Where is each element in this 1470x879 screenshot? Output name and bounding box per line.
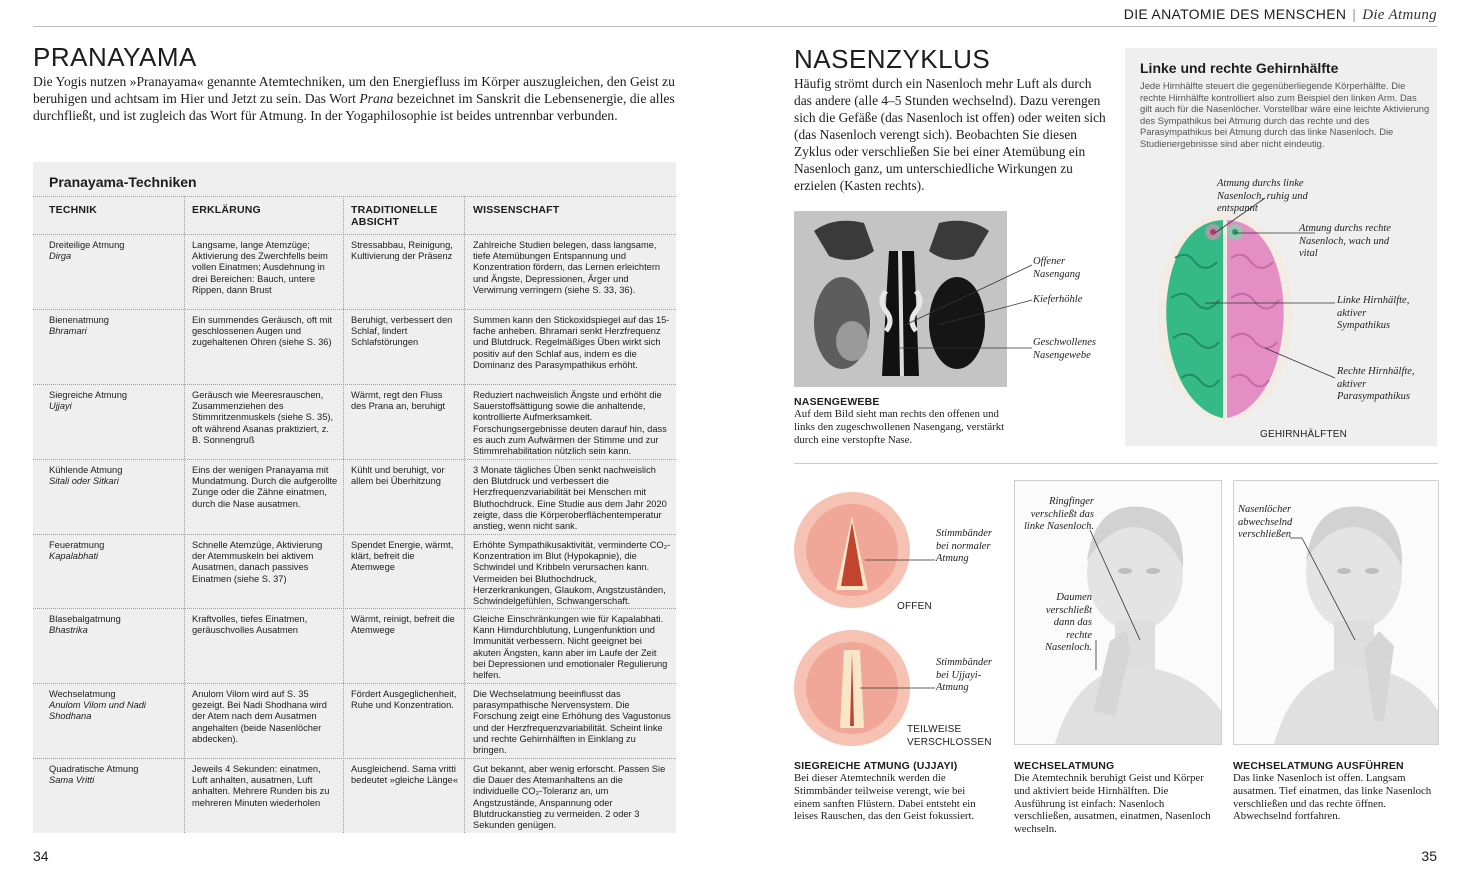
technique-explanation: Anulom Vilom wird auf S. 35 gezeigt. Bei Nadi Shodhana wird der Atem nach dem Ausatmen angehalten (beide Nasenlöcher abdecken). (192, 689, 327, 744)
technique-explanation: Geräusch wie Meeresrauschen, Zusammenziehen des Stimmritzenmuskels (siehe S. 35), oft während Asanas praktiziert, z. B. Sonnengruß (192, 390, 334, 445)
label-vocal-ujjayi: Stimmbänder bei Ujjayi-Atmung (936, 657, 992, 693)
row-divider (33, 683, 676, 684)
col-divider (343, 196, 344, 833)
section-divider (794, 463, 1438, 464)
technique-name: Dreiteilige Atmung (49, 240, 125, 250)
col-header-erklaerung: ERKLÄRUNG (192, 204, 261, 216)
technique-intent: Stressabbau, Reinigung, Kultivierung der Präsenz (351, 240, 453, 262)
glottis-leader-lines (860, 530, 940, 700)
label-thumb: Daumen verschließt dann das rechte Nasenloch. (1045, 592, 1092, 653)
ct-caption: Auf dem Bild sieht man rechts den offenen und links den zugeschwollenen Nasengang, verstärkt durch eine verstopfte Nase. (794, 408, 1005, 446)
state-partial-1: TEILWEISE (907, 724, 962, 735)
running-header (1124, 6, 1437, 24)
technique-intent: Ausgleichend. Sama vritti bedeutet »gleiche Länge« (351, 764, 459, 786)
label-left-nostril: Atmung durchs linke Nasenloch, ruhig und entspannt (1217, 178, 1308, 214)
col-header-wissenschaft: WISSENSCHAFT (473, 204, 560, 216)
label-right-nostril: Atmung durchs rechte Nasenloch, wach und vital (1299, 223, 1391, 259)
technique-sanskrit: Dirga (49, 251, 72, 262)
technique-intent: Kühlt und beruhigt, vor allem bei Überhitzung (351, 465, 445, 487)
row-divider (33, 534, 676, 535)
technique-name: Feueratmung (49, 540, 105, 550)
page-title-pranayama: PRANAYAMA (33, 42, 197, 72)
row-divider (33, 384, 676, 385)
technique-intent: Wärmt, regt den Fluss des Prana an, beruhigt (351, 390, 446, 412)
technique-intent: Beruhigt, verbessert den Schlaf, lindert Schlafstörungen (351, 315, 453, 348)
col-divider (464, 196, 465, 833)
technique-explanation: Jeweils 4 Sekunden: einatmen, Luft anhalten, ausatmen, Luft anhalten. Mehrere Runden bis zu mehreren Minuten wiederholen (192, 764, 330, 808)
col-header-technik: TECHNIK (49, 204, 98, 216)
technique-sanskrit: Kapalabhati (49, 551, 99, 562)
nasenzyklus-intro: Häufig strömt durch ein Nasenloch mehr Luft als durch das andere (alle 4–5 Stunden wechselnd). Dazu verengen sich die Gefäße (das Nasenloch ist offen) oder weiten sich (das Nasenloch verengt sich). Beobachten Sie diesen Zyklus oder verschließen Sie bei einer Atemübung ein Nasenloch ganz, um unterschiedliche Wirkungen zu erzielen (Kasten rechts). (794, 76, 1106, 193)
table-rule (33, 196, 676, 197)
technique-intent: Wärmt, reinigt, befreit die Atemwege (351, 614, 455, 636)
technique-science: Reduziert nachweislich Ängste und erhöht die Sauerstoffsättigung sowie die anhaltende, kontrollierte Aufmerksamkeit. Forschungsergebnisse deuten darauf hin, dass es auch zum Aufwärmen der Stimme und zur Stimmrehabilitation nützlich sein kann. (473, 390, 667, 457)
box-title: Linke und rechte Gehirnhälfte (1140, 60, 1339, 76)
header-separator: | (1352, 6, 1357, 22)
label-kieferhoehle: Kieferhöhle (1033, 294, 1083, 305)
technique-name: Quadratische Atmung (49, 764, 139, 774)
page-number-left: 34 (33, 848, 49, 864)
technique-sanskrit: Anulom Vilom und Nadi Shodhana (49, 700, 146, 722)
technique-science: Zahlreiche Studien belegen, dass langsame, tiefe Atemübungen Entspannung und Konzentration fördern, das Lernen erleichtern und Ängste, Depressionen, Ärger und Verwirrung verringern (siehe S. 33, 36). (473, 240, 661, 295)
technique-explanation: Langsame, lange Atemzüge; Aktivierung des Zwerchfells beim vollen Einatmen; Ausdehnung in drei Bereichen: Bauch, untere Rippen, dann Brust (192, 240, 328, 295)
box-text: Jede Hirnhälfte steuert die gegenüberliegende Körperhälfte. Die rechte Hirnhälfte kontrolliert also zum Beispiel den linken Arm. Das gilt auch für die Nasenlöcher. Vorstellbar wäre eine leichte Aktivierung des Sympathikus bei Atmung durch das rechte und des Parasympathikus bei Atmung durch das linke Nasenloch. Die Studienergebnisse sind aber nicht eindeutig. (1140, 80, 1430, 149)
ujjayi-caption-title: SIEGREICHE ATMUNG (UJJAYI) (794, 760, 958, 772)
page-number-right: 35 (1421, 848, 1437, 864)
technique-name: Siegreiche Atmung (49, 390, 128, 400)
technique-sanskrit: Sama Vritti (49, 775, 95, 786)
label-alternate-nostrils: Nasenlöcher abwechselnd verschließen (1238, 504, 1293, 540)
technique-explanation: Kraftvolles, tiefes Einatmen, geräuschvolles Ausatmen (192, 614, 308, 636)
technique-intent: Fördert Ausgeglichenheit, Ruhe und Konzentration. (351, 689, 457, 711)
ujjayi-caption: Bei dieser Atemtechnik werden die Stimmbänder teilweise verengt, wie bei einem sanften Flüstern. Dabei entsteht ein leises Rauschen, das den Geist fokussiert. (794, 772, 976, 823)
table-title: Pranayama-Techniken (49, 174, 197, 190)
technique-sanskrit: Ujjayi (49, 401, 72, 412)
intro-text-2: bezeichnet im Sanskrit die Lebensenergie, die alles durchfließt, und ist zugleich das Wort für Atmung. In der Yogaphilosophie ist beides untrennbar verbunden. (33, 91, 675, 123)
row-divider (33, 608, 676, 609)
chapter-title: DIE ANATOMIE DES MENSCHEN (1123, 6, 1347, 22)
technique-explanation: Schnelle Atemzüge, Aktivierung der Atemmuskeln bei aktivem Ausatmen, danach passives Einatmen (siehe S. 37) (192, 540, 323, 584)
technique-explanation: Ein summendes Geräusch, oft mit geschlossenen Augen und zugehaltenen Ohren (siehe S. 36) (192, 315, 333, 348)
label-geschwollenes-gewebe: Geschwollenes Nasengewebe (1033, 337, 1096, 361)
technique-science: Summen kann den Stickoxidspiegel auf das 15-fache anheben. Bhramari senkt Herzfrequenz und Blutdruck. Regelmäßiges Üben wirkt sich positiv auf den Schlaf aus, indem es die Dominanz des Parasympathikus erhöht. (473, 315, 670, 370)
col-divider (184, 196, 185, 833)
pranayama-intro (33, 73, 678, 124)
intro-text-1: Die Yogis nutzen »Pranayama« genannte Atemtechniken, um den Energiefluss im Körper auszugleichen, den Geist zu beruhigen und achtsam im Hier und Jetzt zu sein. Das Wort (33, 74, 675, 106)
technique-science: Erhöhte Sympathikusaktivität, verminderte CO₂-Konzentration im Blut (Hypokapnie), die Schwindel und Kribbeln verursachen kann. Vermeiden bei Bluthochdruck, Herzerkrankungen, Glaukom, Angstzuständen, Schwindelgefühlen, Schwangerschaft. (473, 540, 671, 607)
perform-leader-lines (1290, 530, 1370, 650)
technique-science: 3 Monate tägliches Üben senkt nachweislich den Blutdruck und verbessert die Herzfrequenzvariabilität bei Menschen mit Bluthochdruck. Eine Studie aus dem Jahr 2020 zeigte, dass die Körperoberflächentemperatur anstieg, wenn nicht sank. (473, 465, 667, 532)
label-right-brain: Rechte Hirnhälfte, aktiver Parasympathikus (1337, 366, 1415, 402)
alternate-caption-title: WECHSELATMUNG (1014, 760, 1115, 772)
technique-name: Blasebalgatmung (49, 614, 121, 624)
brain-caption: GEHIRNHÄLFTEN (1260, 429, 1348, 440)
alternate-caption: Die Atemtechnik beruhigt Geist und Körper und aktiviert beide Hirnhälften. Die Ausführung ist einfach: Nasenloch verschließen, ausatmen, einatmen, Nasenloch wechseln. (1014, 772, 1211, 836)
technique-name: Bienenatmung (49, 315, 109, 325)
label-vocal-normal: Stimmbänder bei normaler Atmung (936, 528, 992, 564)
ct-leader-lines (900, 240, 1035, 360)
row-divider (33, 234, 676, 235)
label-offener-nasengang: Offener Nasengang (1033, 256, 1081, 280)
label-ring-finger: Ringfinger verschließt das linke Nasenloch. (1024, 496, 1094, 532)
technique-sanskrit: Sitali oder Sitkari (49, 476, 119, 487)
brain-hemispheres-box (1125, 48, 1437, 446)
header-rule (33, 26, 1437, 27)
page-title-nasenzyklus: NASENZYKLUS (794, 44, 991, 74)
brain-leader-lines (1205, 188, 1405, 388)
label-left-brain: Linke Hirnhälfte, aktiver Sympathikus (1337, 295, 1410, 331)
section-title: Die Atmung (1362, 7, 1437, 23)
perform-caption: Das linke Nasenloch ist offen. Langsam ausatmen. Tief einatmen, das linke Nasenloch verschließen und das rechte öffnen. Abwechselnd fortfahren. (1233, 772, 1432, 823)
technique-science: Gut bekannt, aber wenig erforscht. Passen Sie die Dauer des Atemanhaltens an die individuelle CO₂-Toleranz an, um Angstzustände, Anspannung oder Blutdruckanstieg zu vermeiden. 2 oder 3 Sekunden genügen. (473, 764, 666, 831)
ct-caption-title: NASENGEWEBE (794, 396, 880, 408)
row-divider (33, 309, 676, 310)
technique-sanskrit: Bhastrika (49, 625, 88, 636)
technique-intent: Spendet Energie, wärmt, klärt, befreit die Atemwege (351, 540, 454, 573)
technique-explanation: Eins der wenigen Pranayama mit Mundatmung. Durch die aufgerollte Zunge oder die Zähne einatmen, durch die Nase ausatmen. (192, 465, 338, 509)
technique-sanskrit: Bhramari (49, 326, 87, 337)
technique-science: Gleiche Einschränkungen wie für Kapalabhati. Kann Hirndurchblutung, Lungenfunktion und Immunität verbessern. Nicht geeignet bei akuten Ängsten, kann aber im Laufe der Zeit bei Depressionen und emotionaler Regulierung helfen. (473, 614, 668, 681)
row-divider (33, 758, 676, 759)
technique-name: Kühlende Atmung (49, 465, 123, 475)
perform-caption-title: WECHSELATMUNG AUSFÜHREN (1233, 760, 1404, 772)
pranayama-table (33, 162, 676, 833)
row-divider (33, 459, 676, 460)
technique-name: Wechselatmung (49, 689, 116, 699)
state-partial-2: VERSCHLOSSEN (907, 737, 992, 748)
intro-italic: Prana (359, 91, 394, 106)
technique-science: Die Wechselatmung beeinflusst das parasympathische Nervensystem. Die Forschung zeigt eine Erhöhung des Vagustonus und der Herzfrequenzvariabilität. Scheint linke und rechte Gehirnhälften in Einklang zu bringen. (473, 689, 671, 756)
state-open: OFFEN (897, 601, 932, 612)
col-header-absicht: TRADITIONELLE ABSICHT (351, 204, 438, 228)
